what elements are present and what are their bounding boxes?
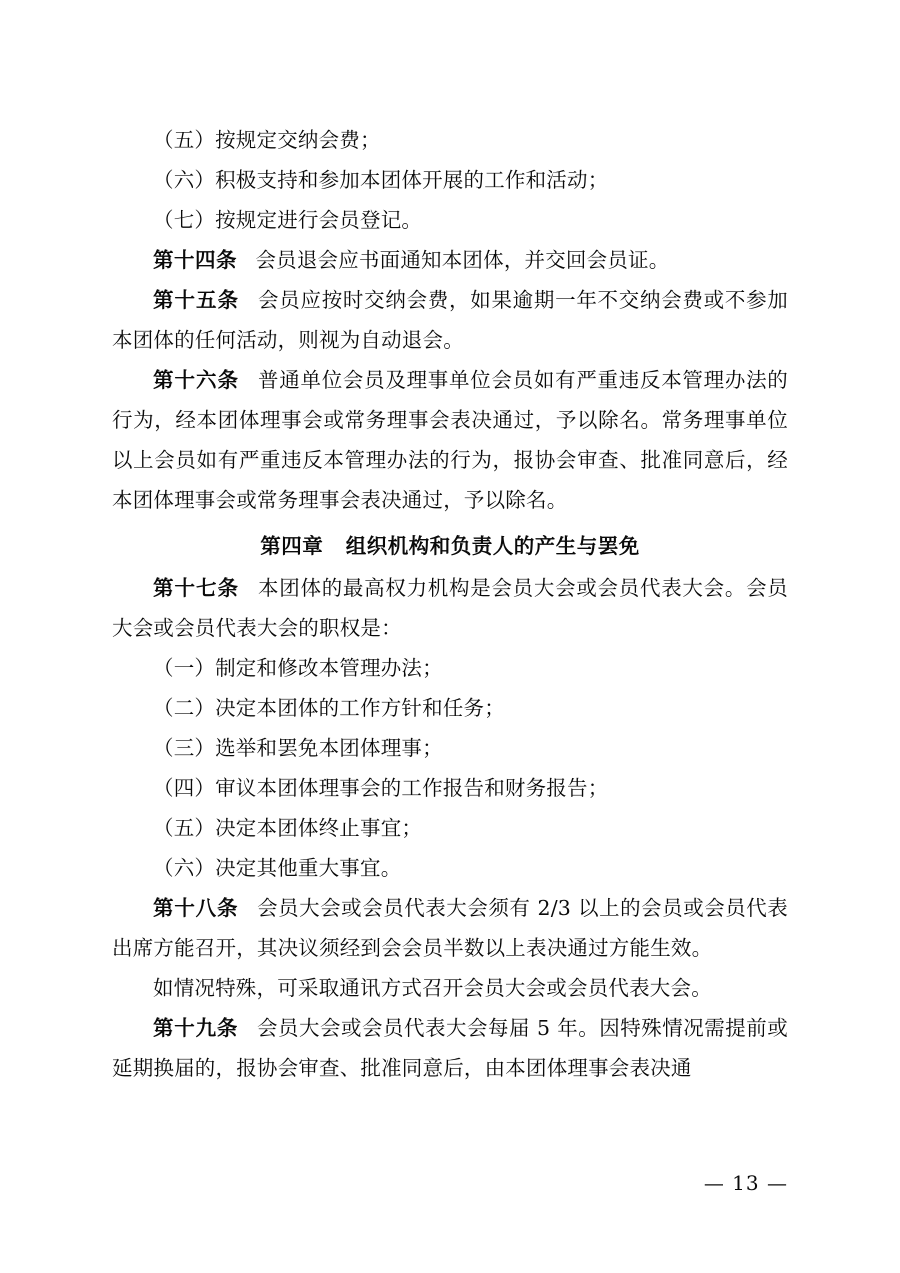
list-item: （五）决定本团体终止事宜； xyxy=(153,816,423,840)
article-paragraph xyxy=(112,240,788,280)
article-label: 第十四条 xyxy=(153,248,237,272)
article-text: 会员大会或会员代表大会每届 5 年。因特殊情况需提前或延期换届的，报协会审查、批准同意后，由本团体理事会表决通 xyxy=(112,1016,788,1080)
article-label: 第十六条 xyxy=(153,368,240,392)
body-paragraph: 如情况特殊，可采取通讯方式召开会员大会或会员代表大会。 xyxy=(153,976,712,1000)
article-paragraph xyxy=(112,360,788,520)
article-label: 第十五条 xyxy=(153,288,240,312)
list-item: （七）按规定进行会员登记。 xyxy=(153,208,423,232)
chapter-label: 第四章 xyxy=(260,534,324,558)
list-item: （六）积极支持和参加本团体开展的工作和活动； xyxy=(153,168,609,192)
article-label: 第十七条 xyxy=(153,576,240,600)
article-text: 会员大会或会员代表大会须有 2/3 以上的会员或会员代表出席方能召开，其决议须经到会会员半数以上表决通过方能生效。 xyxy=(112,896,789,960)
chapter-heading xyxy=(112,526,788,566)
article-paragraph xyxy=(112,280,788,360)
document-body xyxy=(112,120,788,1088)
article-paragraph xyxy=(112,888,788,968)
chapter-title: 组织机构和负责人的产生与罢免 xyxy=(345,534,640,558)
article-label: 第十八条 xyxy=(153,896,239,920)
list-item: （五）按规定交纳会费； xyxy=(153,128,381,152)
article-text: 会员应按时交纳会费，如果逾期一年不交纳会费或不参加本团体的任何活动，则视为自动退会。 xyxy=(112,288,788,352)
list-item: （一）制定和修改本管理办法； xyxy=(153,656,443,680)
list-item: （六）决定其他重大事宜。 xyxy=(153,856,402,880)
list-item: （二）决定本团体的工作方针和任务； xyxy=(153,696,505,720)
article-text: 本团体的最高权力机构是会员大会或会员代表大会。会员大会或会员代表大会的职权是： xyxy=(112,576,788,640)
list-item: （三）选举和罢免本团体理事； xyxy=(153,736,443,760)
list-item: （四）审议本团体理事会的工作报告和财务报告； xyxy=(153,776,609,800)
article-text: 会员退会应书面通知本团体，并交回会员证。 xyxy=(255,248,670,272)
article-text: 普通单位会员及理事单位会员如有严重违反本管理办法的行为，经本团体理事会或常务理事会表决通过，予以除名。常务理事单位以上会员如有严重违反本管理办法的行为，报协会审查、批准同意后，经本团体理事会或常务理事会表决通过，予以除名。 xyxy=(112,368,788,512)
article-paragraph xyxy=(112,1008,788,1088)
article-paragraph xyxy=(112,568,788,648)
article-label: 第十九条 xyxy=(153,1016,239,1040)
page-number: — 13 — xyxy=(703,1171,788,1195)
